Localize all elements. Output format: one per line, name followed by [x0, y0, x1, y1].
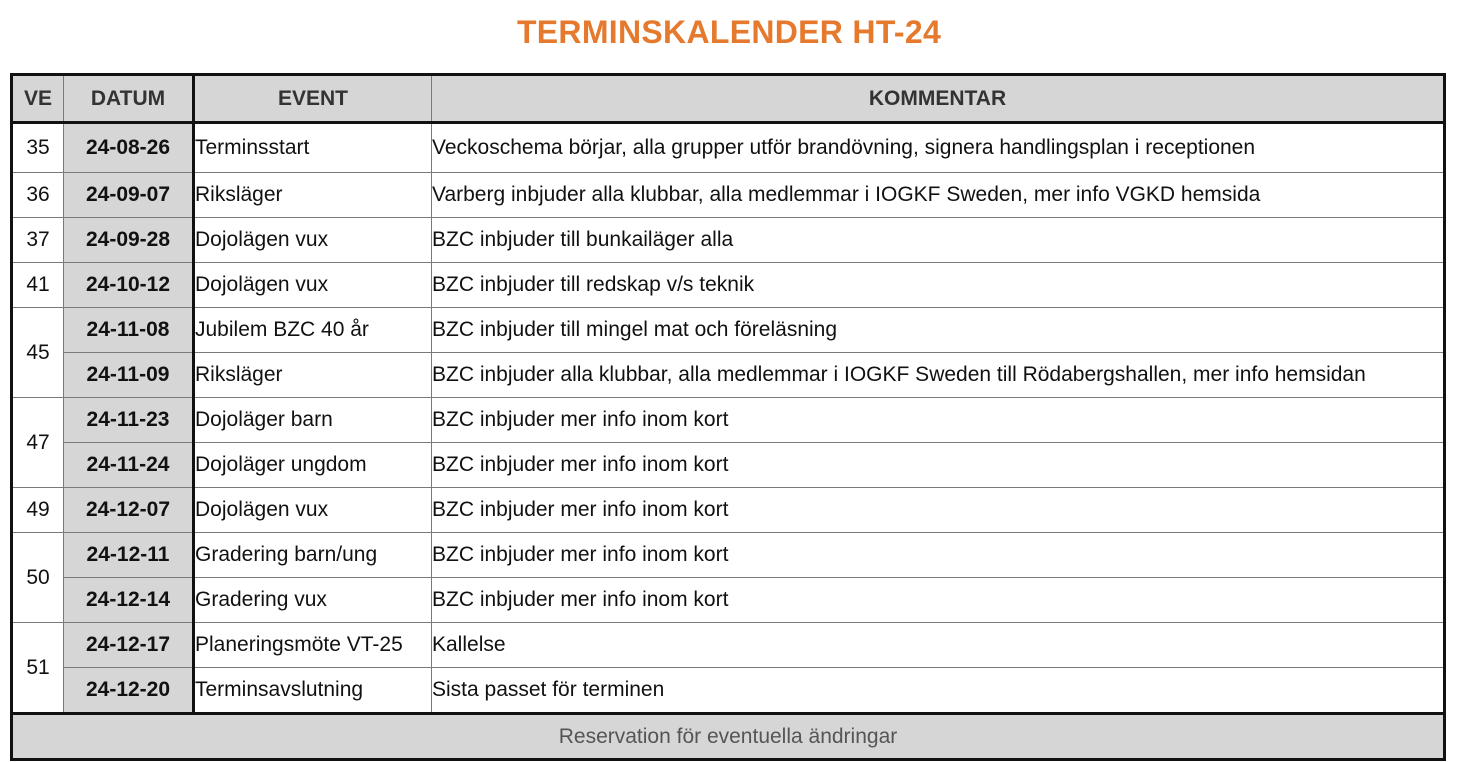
week-cell: 36 — [12, 173, 64, 218]
comment-cell: BZC inbjuder mer info inom kort — [432, 488, 1445, 533]
header-row — [12, 75, 1445, 123]
table-row — [12, 443, 1445, 488]
table-row — [12, 578, 1445, 623]
table-row — [12, 173, 1445, 218]
event-cell: Dojoläger barn — [194, 398, 432, 443]
comment-cell: BZC inbjuder mer info inom kort — [432, 533, 1445, 578]
comment-cell: BZC inbjuder mer info inom kort — [432, 443, 1445, 488]
week-cell: 50 — [12, 533, 64, 623]
event-cell: Terminsstart — [194, 123, 432, 173]
week-cell: 49 — [12, 488, 64, 533]
week-cell: 41 — [12, 263, 64, 308]
event-cell: Dojolägen vux — [194, 488, 432, 533]
date-cell: 24-10-12 — [64, 263, 194, 308]
comment-cell: Kallelse — [432, 623, 1445, 668]
date-cell: 24-12-11 — [64, 533, 194, 578]
table-row — [12, 668, 1445, 714]
date-cell: 24-12-20 — [64, 668, 194, 714]
comment-cell: BZC inbjuder till redskap v/s teknik — [432, 263, 1445, 308]
date-cell: 24-11-24 — [64, 443, 194, 488]
event-cell: Riksläger — [194, 173, 432, 218]
event-cell: Gradering vux — [194, 578, 432, 623]
event-cell: Dojoläger ungdom — [194, 443, 432, 488]
date-cell: 24-11-09 — [64, 353, 194, 398]
comment-cell: BZC inbjuder till bunkailäger alla — [432, 218, 1445, 263]
comment-cell: BZC inbjuder mer info inom kort — [432, 398, 1445, 443]
event-cell: Terminsavslutning — [194, 668, 432, 714]
header-event: EVENT — [194, 75, 432, 123]
header-datum: DATUM — [64, 75, 194, 123]
date-cell: 24-11-08 — [64, 308, 194, 353]
comment-cell: Sista passet för terminen — [432, 668, 1445, 714]
page-title: TERMINSKALENDER HT-24 — [516, 14, 942, 50]
table-row — [12, 308, 1445, 353]
week-cell: 47 — [12, 398, 64, 488]
comment-cell: BZC inbjuder alla klubbar, alla medlemmar i IOGKF Sweden till Rödabergshallen, mer info hemsidan — [432, 353, 1445, 398]
week-cell: 37 — [12, 218, 64, 263]
week-cell: 51 — [12, 623, 64, 714]
date-cell: 24-08-26 — [64, 123, 194, 173]
date-cell: 24-12-17 — [64, 623, 194, 668]
date-cell: 24-11-23 — [64, 398, 194, 443]
table-row — [12, 218, 1445, 263]
footer-row — [12, 714, 1445, 760]
header-kommentar: KOMMENTAR — [432, 75, 1445, 123]
date-cell: 24-09-28 — [64, 218, 194, 263]
date-cell: 24-12-07 — [64, 488, 194, 533]
comment-cell: BZC inbjuder till mingel mat och föreläsning — [432, 308, 1445, 353]
table-row — [12, 533, 1445, 578]
calendar-table — [10, 73, 1446, 761]
header-ve: VE — [12, 75, 64, 123]
date-cell: 24-12-14 — [64, 578, 194, 623]
table-row — [12, 623, 1445, 668]
table-row — [12, 488, 1445, 533]
event-cell: Dojolägen vux — [194, 263, 432, 308]
table-row — [12, 263, 1445, 308]
comment-cell: Varberg inbjuder alla klubbar, alla medlemmar i IOGKF Sweden, mer info VGKD hemsida — [432, 173, 1445, 218]
table-row — [12, 353, 1445, 398]
event-cell: Riksläger — [194, 353, 432, 398]
table-row — [12, 398, 1445, 443]
reservation-note: Reservation för eventuella ändringar — [12, 714, 1445, 760]
event-cell: Jubilem BZC 40 år — [194, 308, 432, 353]
comment-cell: BZC inbjuder mer info inom kort — [432, 578, 1445, 623]
week-cell: 45 — [12, 308, 64, 398]
week-cell: 35 — [12, 123, 64, 173]
table-row — [12, 123, 1445, 173]
date-cell: 24-09-07 — [64, 173, 194, 218]
event-cell: Dojolägen vux — [194, 218, 432, 263]
event-cell: Gradering barn/ung — [194, 533, 432, 578]
event-cell: Planeringsmöte VT-25 — [194, 623, 432, 668]
comment-cell: Veckoschema börjar, alla grupper utför brandövning, signera handlingsplan i receptionen — [432, 123, 1445, 173]
